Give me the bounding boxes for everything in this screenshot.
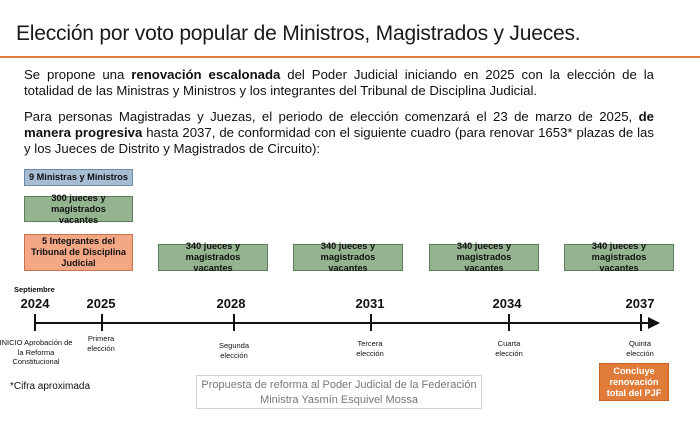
year-2037: 2037 (625, 296, 655, 311)
box-judges-2025: 300 jueces y magistrados vacantes (24, 196, 133, 222)
box-ministers: 9 Ministras y Ministros (24, 169, 133, 186)
intro-text-end: del Poder Judicial iniciando en 2025 con la elección de la totalidad de las Ministras y Ministros y los integrantes del Tribunal de Disciplina Judicial. (24, 67, 654, 98)
year-2028: 2028 (216, 296, 246, 311)
event-start: INICIO Aprobación de la Reforma Constitucional (0, 338, 73, 366)
timeline-tick (640, 314, 642, 331)
period-text-start: Para personas Magistradas y Juezas, el periodo de elección comenzará el 23 de marzo de 2025, (24, 109, 639, 124)
start-month-label: Septiembre (14, 285, 55, 294)
source-footer (196, 375, 482, 409)
box-conclusion: Concluye renovación total del PJF (599, 363, 669, 401)
footer-line-2: Ministra Yasmín Esquivel Mossa (260, 394, 418, 406)
event-third-election: Tercera elección (356, 339, 384, 358)
event-first-election: Primera elección (87, 334, 115, 353)
event-fourth-election: Cuarta elección (495, 339, 523, 358)
year-2034: 2034 (492, 296, 522, 311)
intro-paragraph (24, 67, 654, 99)
year-2025: 2025 (86, 296, 116, 311)
timeline-tick (370, 314, 372, 331)
event-second-election: Segunda elección (218, 341, 250, 360)
footer-line-1: Propuesta de reforma al Poder Judicial de la Federación (201, 379, 477, 391)
period-text-end: hasta 2037, de conformidad con el siguiente cuadro (para renovar 1653* plazas de las y los Jueces de Distrito y Magistrados de Circuito): (24, 125, 654, 156)
title-underline (0, 56, 700, 58)
timeline-tick (233, 314, 235, 331)
intro-text-start: Se propone una (24, 67, 132, 82)
box-judges-2034: 340 jueces y magistrados vacantes (429, 244, 539, 271)
timeline-axis (34, 322, 652, 324)
timeline-tick (508, 314, 510, 331)
box-judges-2028: 340 jueces y magistrados vacantes (158, 244, 268, 271)
timeline-tick (101, 314, 103, 331)
page-title: Elección por voto popular de Ministros, Magistrados y Jueces. (16, 22, 581, 45)
timeline-arrow-icon (648, 317, 660, 329)
period-text-bold: de manera progresiva (24, 109, 654, 140)
period-paragraph (24, 109, 654, 157)
box-tribunal: 5 Integrantes del Tribunal de Disciplina Judicial (24, 234, 133, 271)
intro-text-bold: renovación escalonada (131, 67, 281, 82)
timeline-tick (34, 314, 36, 331)
box-judges-2037: 340 jueces y magistrados vacantes (564, 244, 674, 271)
box-judges-2031: 340 jueces y magistrados vacantes (293, 244, 403, 271)
year-2031: 2031 (355, 296, 385, 311)
footnote: *Cifra aproximada (10, 381, 91, 392)
year-2024: 2024 (20, 296, 50, 311)
event-fifth-election: Quinta elección (626, 339, 654, 358)
